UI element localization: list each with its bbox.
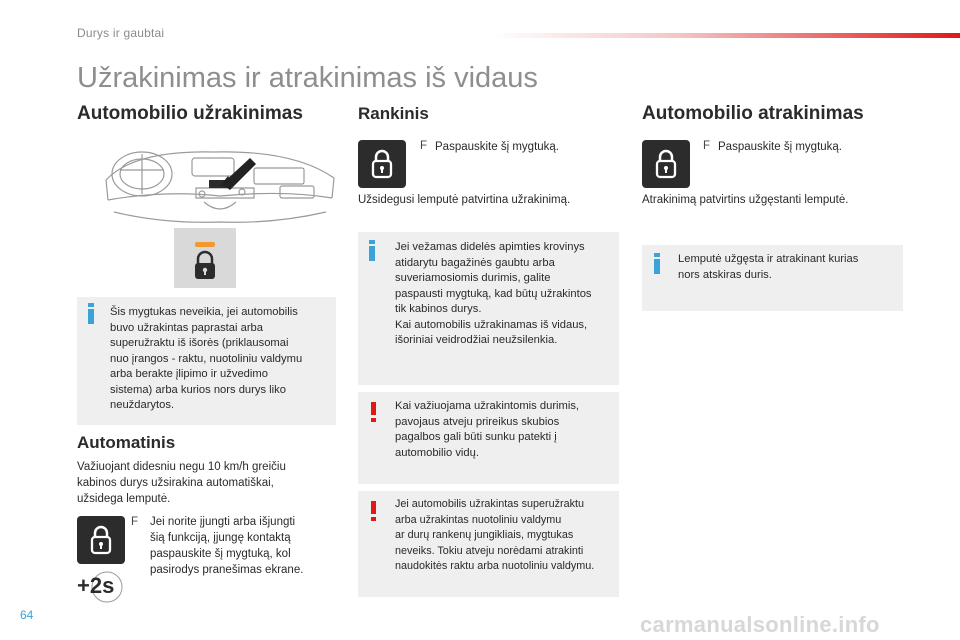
header-rule [490,33,960,38]
lock-icon [174,228,236,288]
bullet-marker: F [131,516,139,528]
automatic-instruction: Jei norite įjungti arba išjungti šią funkciją, įjungę kontaktą paspauskite šį mygtuką, kol pasirodys pranešimas ekrane. [150,516,304,576]
bullet-marker: F [420,140,428,152]
lock-button-automatic [77,516,125,564]
info-icon [88,309,94,324]
page-number: 64 [20,608,34,622]
manual-instruction: Paspauskite šį mygtuką. [435,141,560,153]
dashboard-illustration [104,140,336,232]
info-text-unlock: Lemputė užgęsta ir atrakinant kurias nors atskiras duris. [678,253,859,281]
warning-icon [371,402,376,415]
warning-text-2: Jei automobilis užrakintas superužraktu arba užrakintas nuotoliniu valdymu ar durų rankenų jungikliais, mygtukas neveiks. Tokiu atveju norėdami atrakinti naudokitės raktu arba nuotoliniu valdymu. [395,498,595,572]
heading-locking: Automobilio užrakinimas [77,103,303,124]
info-icon [654,259,660,274]
unlock-confirm-text: Atrakinimą patvirtins užgęstanti lemputė. [642,194,849,206]
lock-button-manual [358,140,406,188]
heading-automatic: Automatinis [77,433,176,452]
info-text-manual: Jei vežamas didelės apimties krovinys atidarytu bagažinės gaubtu arba suveriamosiomis durimis, galite paspausti mygtuką, kad būtų užrakintos tik kabinos durys. Kai automobilis užrakinamas iš vidaus, išoriniai veidrodžiai neužsilenkia. [395,241,592,346]
info-box-locking [77,297,336,425]
info-box-unlock [642,245,903,311]
manual-confirm-text: Užsidegusi lemputė patvirtina užrakinimą. [358,194,571,206]
info-box-manual [358,232,619,385]
info-icon [369,246,375,261]
lock-icon [642,140,690,188]
unlock-instruction: Paspauskite šį mygtuką. [718,141,843,153]
bullet-marker: F [703,140,711,152]
info-text-locking: Šis mygtukas neveikia, jei automobilis buvo užrakintas paprastai arba superužraktu iš išorės (priklausomai nuo įrangos - raktu, nuotoliniu valdymu arba berakte įlipimo ir užvedimo sistema) arba kurios nors durys liko neuždarytos. [110,306,303,411]
watermark: carmanualsonline.info [640,612,880,637]
warning-box-1 [358,392,619,484]
heading-manual: Rankinis [358,104,429,123]
warning-text-1: Kai važiuojama užrakintomis durimis, pavojaus atveju prireikus skubios pagalbos gali būti sunku patekti į automobilio vidų. [395,400,580,459]
lock-icon [358,140,406,188]
lock-switch-panel [174,228,236,288]
heading-unlocking: Automobilio atrakinimas [642,103,864,124]
section-label: Durys ir gaubtai [77,26,165,40]
automatic-text: Važiuojant didesniu negu 10 km/h greičiu kabinos durys užsirakina automatiškai, užsidega lemputė. [77,461,286,505]
page-title: Užrakinimas ir atrakinimas iš vidaus [77,62,538,94]
lock-button-unlock [642,140,690,188]
lock-icon [77,516,125,564]
warning-box-2 [358,491,619,597]
warning-icon [371,501,376,514]
hold-duration-label: +2s [77,573,115,598]
